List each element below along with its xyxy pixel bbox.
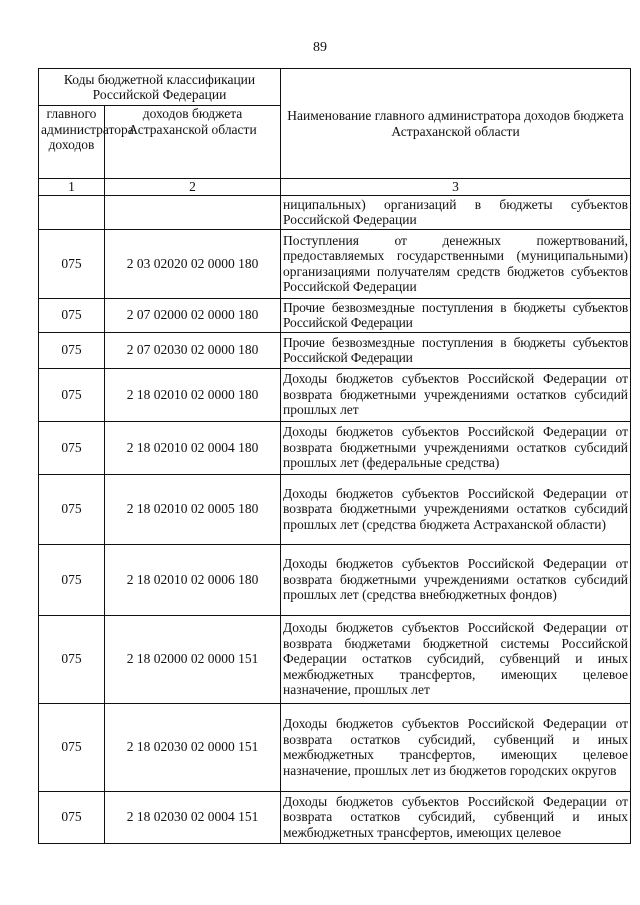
revenue-code-cell: 2 03 02020 02 0000 180: [105, 229, 281, 298]
revenue-name-cell: Доходы бюджетов субъектов Российской Федерации от возврата бюджетными учреждениями остатков субсидий прошлых лет: [281, 368, 631, 421]
admin-code-cell: 075: [39, 703, 105, 791]
admin-code-cell: 075: [39, 791, 105, 843]
revenue-code-cell: 2 07 02030 02 0000 180: [105, 332, 281, 368]
admin-code-cell: [39, 195, 105, 229]
admin-code-cell: 075: [39, 544, 105, 615]
revenue-name-cell: Доходы бюджетов субъектов Российской Федерации от возврата бюджетными учреждениями остатков субсидий прошлых лет (средства внебюджетных фондов): [281, 544, 631, 615]
revenue-name-cell: Доходы бюджетов субъектов Российской Федерации от возврата остатков субсидий, субвенций и иных межбюджетных трансфертов, имеющих целевое назначение, прошлых лет из бюджетов городских округов: [281, 703, 631, 791]
header-codes-group: Коды бюджетной классификации Российской Федерации: [39, 69, 281, 106]
revenue-code-cell: 2 07 02000 02 0000 180: [105, 298, 281, 332]
admin-code-cell: 075: [39, 474, 105, 544]
revenue-name-cell: Доходы бюджетов субъектов Российской Федерации от возврата остатков субсидий, субвенций и иных межбюджетных трансфертов, имеющих целевое: [281, 791, 631, 843]
admin-code-cell: 075: [39, 332, 105, 368]
budget-classification-table: [38, 68, 631, 844]
revenue-name-cell: ниципальных) организаций в бюджеты субъектов Российской Федерации: [281, 195, 631, 229]
revenue-code-cell: 2 18 02010 02 0005 180: [105, 474, 281, 544]
table-row: [39, 195, 631, 229]
revenue-name-cell: Доходы бюджетов субъектов Российской Федерации от возврата бюджетными учреждениями остатков субсидий прошлых лет (федеральные средства): [281, 421, 631, 474]
revenue-code-cell: 2 18 02010 02 0000 180: [105, 368, 281, 421]
header-chief-admin: главного администратора доходов: [39, 106, 105, 179]
revenue-code-cell: 2 18 02000 02 0000 151: [105, 615, 281, 703]
table-row: [39, 703, 631, 791]
revenue-code-cell: 2 18 02010 02 0004 180: [105, 421, 281, 474]
admin-code-cell: 075: [39, 368, 105, 421]
revenue-name-cell: Доходы бюджетов субъектов Российской Федерации от возврата бюджетами бюджетной системы Российской Федерации остатков субсидий, субвенций и иных межбюджетных трансфертов, имеющих целевое назначение, прошлых лет: [281, 615, 631, 703]
page-number: 89: [313, 40, 327, 55]
revenue-name-cell: Прочие безвозмездные поступления в бюджеты субъектов Российской Федерации: [281, 298, 631, 332]
header-admin-name: Наименование главного администратора доходов бюджета Астраханской области: [281, 69, 631, 179]
revenue-code-cell: 2 18 02030 02 0004 151: [105, 791, 281, 843]
column-number-3: 3: [281, 179, 631, 196]
admin-code-cell: 075: [39, 615, 105, 703]
admin-code-cell: 075: [39, 298, 105, 332]
revenue-code-cell: 2 18 02030 02 0000 151: [105, 703, 281, 791]
table-row: [39, 298, 631, 332]
admin-code-cell: 075: [39, 229, 105, 298]
revenue-name-cell: Доходы бюджетов субъектов Российской Федерации от возврата бюджетными учреждениями остатков субсидий прошлых лет (средства бюджета Астраханской области): [281, 474, 631, 544]
header-budget-revenue: доходов бюджета Астраханской области: [105, 106, 281, 179]
revenue-name-cell: Прочие безвозмездные поступления в бюджеты субъектов Российской Федерации: [281, 332, 631, 368]
table-row: [39, 474, 631, 544]
admin-code-cell: 075: [39, 421, 105, 474]
revenue-code-cell: 2 18 02010 02 0006 180: [105, 544, 281, 615]
table-row: [39, 421, 631, 474]
table-row: [39, 544, 631, 615]
column-number-2: 2: [105, 179, 281, 196]
table-row: [39, 229, 631, 298]
column-number-1: 1: [39, 179, 105, 196]
revenue-name-cell: Поступления от денежных пожертвований, предоставляемых государственными (муниципальными) организациями получателям средств бюджетов субъектов Российской Федерации: [281, 229, 631, 298]
revenue-code-cell: [105, 195, 281, 229]
table-row: [39, 368, 631, 421]
table-row: [39, 615, 631, 703]
table-row: [39, 791, 631, 843]
table-row: [39, 332, 631, 368]
